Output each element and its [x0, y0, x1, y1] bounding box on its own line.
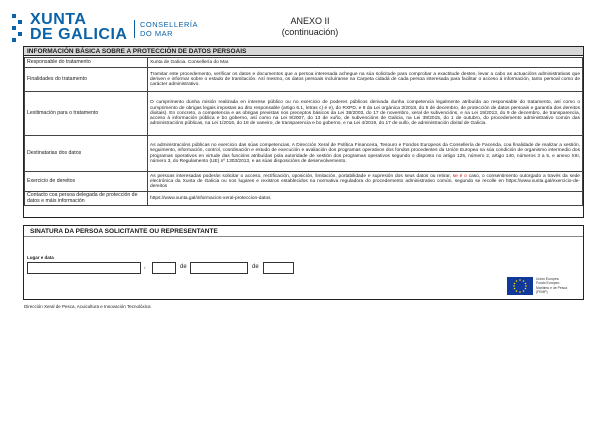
comma-separator: , — [144, 264, 146, 270]
row-value: O cumprimento dunha misión realizada en interese público ou no exercicio de poderes públicos derivada dunha competencia legalmente atribuída ao responsable do tratamento, así como o cumprimento de obrigas legais impostas ao dito responsable (artigo 6.1, letras c) e e), do RXPD, e 8 da Lei orgánica 3/2018, do 5 de decembro, de protección de datos persoais e garantía dos dereitos dixitais). En concreto, a competencia e as obrigas previstas nos preceptos básicos da Lei 38/2003, do 17 de novembro, xeral de subvencións, e na Lei 19/2013, do 9 de decembro, de transparencia, acceso á información pública e bo goberno, así como na Lei 9/2007, do 13 de xuño, de subvencións de Galicia, na Lei 39/2015, do 1 de outubro, do procedemento administrativo común das administracións públicas, na Lei 1/2016, do 18 de xaneiro, de transparencia e bo goberno, e na Lei 4/2019, do 17 de xullo, de administración dixital de Galicia. — [148, 92, 583, 136]
table-row — [25, 192, 583, 206]
table-row — [25, 172, 583, 192]
table-row — [25, 136, 583, 172]
eu-line1: Unión Europea — [536, 277, 559, 281]
table-row — [25, 58, 583, 68]
signature-divider — [24, 236, 583, 237]
logo-line1: XUNTA — [30, 11, 87, 28]
eu-flag-icon — [507, 277, 533, 295]
row-value: Tramitar este procedemento, verificar os datos e documentos que a persoa interesada achegue na súa solicitude para comprobar a exactitude destes, levar a cabo as actuacións administrativas que deriven e informar sobre o estado de tramitación. Así mesmo, os datos persoais incluíranse na Carpeta cidadá de cada persoa interesada para facilitar o acceso á información, tanto persoal como de carácter administrativo. — [148, 68, 583, 92]
row-label: Contacto coa persoa delegada de protección de datos e máis información — [25, 192, 148, 206]
eu-line2: Fondo Europeo — [536, 281, 560, 286]
privacy-link[interactable]: https://www.xunta.gal/informacion-xeral-proteccion-datos — [148, 192, 583, 206]
data-protection-table — [24, 57, 583, 206]
row-label: Destinatarias dos datos — [25, 136, 148, 172]
de-separator-1: de — [180, 264, 187, 270]
dept-line2: DO MAR — [140, 29, 173, 38]
place-field[interactable] — [27, 262, 141, 274]
xunta-logo — [10, 10, 210, 50]
annex-title: ANEXO II — [290, 16, 330, 26]
eu-stars-icon — [507, 277, 533, 295]
row-label: Exercicio de dereitos — [25, 172, 148, 192]
logo-line2: DE GALICIA — [30, 26, 128, 43]
annex-heading — [230, 16, 390, 38]
eu-line3: Marítimo e de Pesca — [536, 285, 568, 290]
place-date-label: Lugar e data — [27, 255, 54, 260]
department-name — [134, 20, 198, 38]
eu-line4: (FEMP) — [536, 289, 548, 294]
year-field[interactable] — [263, 262, 294, 274]
rights-text-highlight: se é o — [452, 173, 467, 179]
logo-text — [30, 12, 127, 42]
table-row — [25, 92, 583, 136]
data-protection-title: INFORMACIÓN BÁSICA SOBRE A PROTECCIÓN DE DATOS PERSOAIS — [24, 47, 583, 56]
de-separator-2: de — [252, 264, 259, 270]
eu-fund-label — [536, 277, 567, 294]
signature-title: SINATURA DA PERSOA SOLICITANTE OU REPRESENTANTE — [30, 228, 218, 235]
month-field[interactable] — [190, 262, 248, 274]
annex-subtitle: (continuación) — [281, 27, 339, 37]
footer-text: Dirección Xeral de Pesca, Acuicultura e Innovación Tecnolóxica — [24, 304, 151, 309]
row-value — [148, 172, 583, 192]
xunta-emblem-icon — [10, 12, 26, 46]
day-field[interactable] — [152, 262, 176, 274]
rights-text-end: caso, o consentimento outorgado a través da sede electrónica da Xunta de Galicia ou nos lugares e rexistros establecidos na normativa reguladora do procedemento administrativo común, segundo se recolle en https://www.xunta.gal/exercicio-de-dereitos — [150, 173, 580, 190]
row-value: Xunta de Galicia. Consellería do Mar. — [148, 58, 583, 68]
rights-text-start: As persoas interesadas poderán solicitar o acceso, rectificación, oposición, limitación, portabilidade e supresión dos seus datos ou retirar, — [150, 173, 451, 179]
row-label: Lexitimación para o tratamento — [25, 92, 148, 136]
row-value: As administracións públicas no exercicio das súas competencias. A Dirección Xeral de Política Financeira, Tesouro e Fondos Europeos da Consellería de Facenda, coa finalidade de realizar a xestión, seguimento, información, control, coordinación e estudo de execución e avaliación dos programas operativos dos fondos procedentes da Unión Europea na súa condición de organismo intermedio dos programas operativos en virtude das funcións atribuídas pola autoridade de xestión dos programas operativos segundo o disposto no artigo 125, número 2, artigo 140, números 3 a 5, e anexo XIII, número 3, do Regulamento (UE) nº 1303/2013, e as súas disposicións de desenvolvemento. — [148, 136, 583, 172]
row-label: Responsable do tratamento — [25, 58, 148, 68]
table-row — [25, 68, 583, 92]
dept-line1: CONSELLERÍA — [140, 20, 199, 29]
row-label: Finalidades do tratamento — [25, 68, 148, 92]
